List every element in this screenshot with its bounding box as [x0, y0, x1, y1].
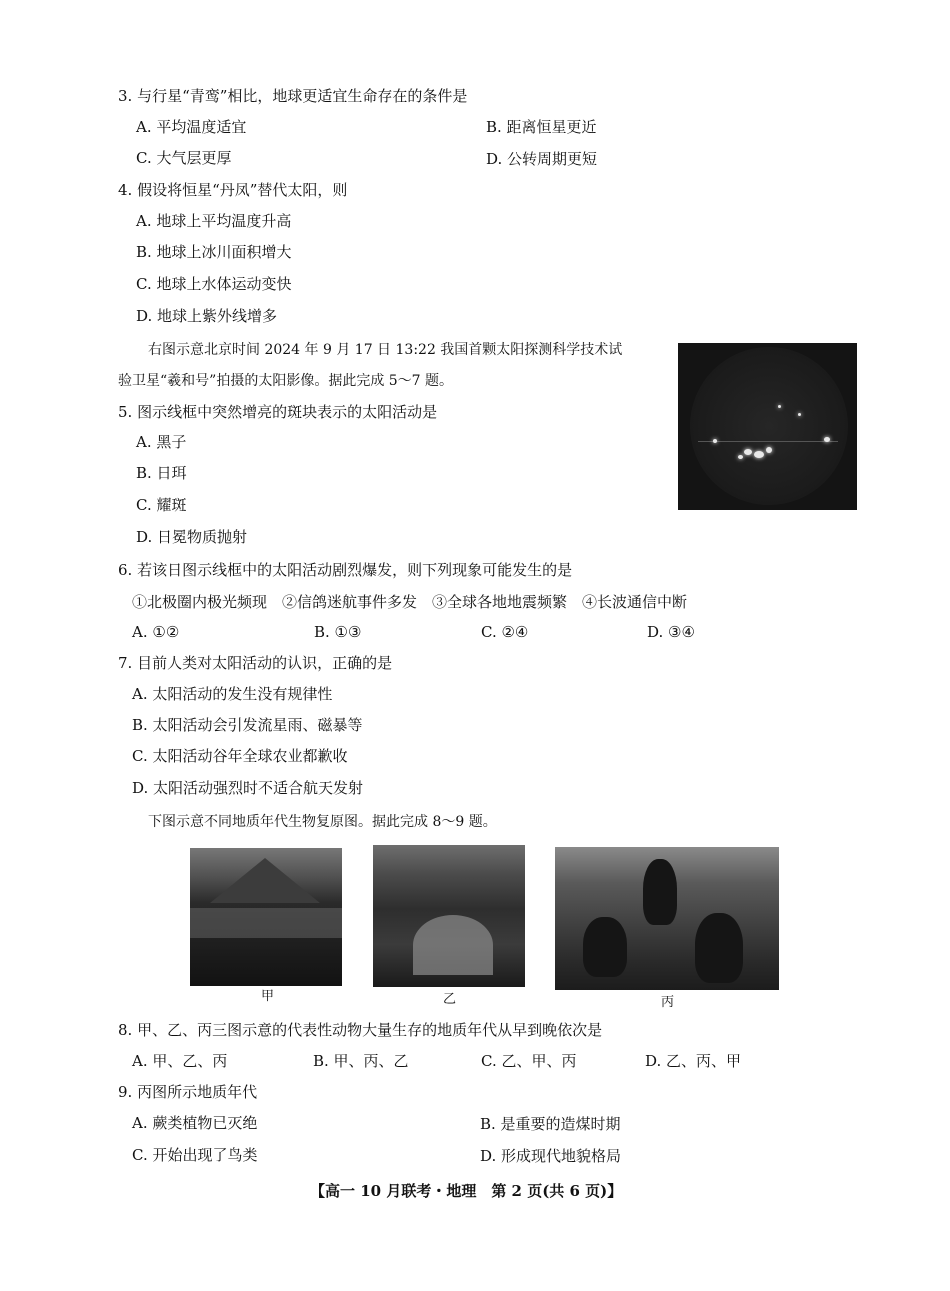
q4-option-a: A. 地球上平均温度升高 — [136, 212, 292, 230]
flare-spot — [754, 451, 764, 458]
q5-stem: 5. 图示线框中突然增亮的斑块表示的太阳活动是 — [118, 403, 438, 421]
q5-option-a: A. 黑子 — [136, 433, 187, 451]
flare-spot — [824, 437, 830, 442]
flare-spot — [744, 449, 752, 455]
q7-option-c: C. 太阳活动谷年全球农业都歉收 — [132, 747, 348, 765]
q9-stem: 9. 丙图所示地质年代 — [118, 1083, 258, 1101]
q9-option-a: A. 蕨类植物已灭绝 — [132, 1114, 258, 1132]
q5-option-c: C. 耀斑 — [136, 496, 187, 514]
intro-8-9: 下图示意不同地质年代生物复原图。据此完成 8～9 题。 — [148, 814, 497, 830]
intro-5-7-line2: 验卫星“羲和号”拍摄的太阳影像。据此完成 5～7 题。 — [118, 373, 454, 389]
q7-option-a: A. 太阳活动的发生没有规律性 — [132, 685, 333, 703]
q3-option-b: B. 距离恒星更近 — [486, 118, 597, 136]
flare-spot — [713, 439, 717, 443]
q9-option-c: C. 开始出现了鸟类 — [132, 1146, 258, 1164]
q9-option-d: D. 形成现代地貌格局 — [480, 1147, 622, 1165]
fossil-reconstruction-bing — [555, 847, 779, 990]
q6-option-b: B. ①③ — [314, 623, 362, 641]
q8-option-c: C. 乙、甲、丙 — [481, 1052, 577, 1070]
fossil-reconstruction-jia — [190, 848, 342, 986]
q8-stem: 8. 甲、乙、丙三图示意的代表性动物大量生存的地质年代从早到晚依次是 — [118, 1021, 603, 1039]
q5-option-b: B. 日珥 — [136, 464, 187, 482]
caption-jia: 甲 — [261, 989, 275, 1004]
q3-stem: 3. 与行星“青鸾”相比，地球更适宜生命存在的条件是 — [118, 87, 468, 105]
page-footer: 【高一 10 月联考・地理 第 2 页(共 6 页)】 — [310, 1182, 623, 1200]
q3-option-c: C. 大气层更厚 — [136, 149, 232, 167]
q7-option-d: D. 太阳活动强烈时不适合航天发射 — [132, 779, 364, 797]
q4-option-b: B. 地球上冰川面积增大 — [136, 243, 292, 261]
q8-option-d: D. 乙、丙、甲 — [645, 1052, 742, 1070]
fossil-reconstruction-yi — [373, 845, 525, 987]
water-area — [190, 908, 342, 938]
ape-figure — [643, 859, 677, 925]
flare-spot — [798, 413, 801, 416]
sun-image — [678, 343, 857, 510]
caption-bing: 丙 — [661, 995, 675, 1010]
flare-spot — [778, 405, 781, 408]
q5-option-d: D. 日冕物质抛射 — [136, 528, 248, 546]
q4-option-c: C. 地球上水体运动变快 — [136, 275, 292, 293]
q4-stem: 4. 假设将恒星“丹凤”替代太阳，则 — [118, 181, 348, 199]
q6-option-c: C. ②④ — [481, 623, 529, 641]
q8-option-a: A. 甲、乙、丙 — [132, 1052, 228, 1070]
q4-option-d: D. 地球上紫外线增多 — [136, 307, 278, 325]
sun-disk — [690, 347, 848, 505]
ape-figure — [583, 917, 627, 977]
caption-yi: 乙 — [443, 992, 457, 1007]
flare-spot — [766, 447, 772, 453]
q6-option-d: D. ③④ — [647, 623, 695, 641]
volcano-shape — [210, 858, 320, 903]
q7-option-b: B. 太阳活动会引发流星雨、磁暴等 — [132, 716, 363, 734]
intro-5-7-line1: 右图示意北京时间 2024 年 9 月 17 日 13:22 我国首颗太阳探测科学技术试 — [148, 342, 623, 358]
q9-option-b: B. 是重要的造煤时期 — [480, 1115, 621, 1133]
q8-option-b: B. 甲、丙、乙 — [313, 1052, 409, 1070]
q7-stem: 7. 目前人类对太阳活动的认识，正确的是 — [118, 654, 393, 672]
flare-spot — [738, 455, 743, 459]
q6-stem: 6. 若该日图示线框中的太阳活动剧烈爆发，则下列现象可能发生的是 — [118, 561, 573, 579]
q3-option-d: D. 公转周期更短 — [486, 150, 598, 168]
q3-option-a: A. 平均温度适宜 — [136, 118, 247, 136]
q6-items: ①北极圈内极光频现 ②信鸽迷航事件多发 ③全球各地地震频繁 ④长波通信中断 — [132, 593, 688, 611]
stream-area — [413, 915, 493, 975]
ape-figure — [695, 913, 743, 983]
q6-option-a: A. ①② — [132, 623, 180, 641]
sun-image-line — [698, 441, 838, 442]
